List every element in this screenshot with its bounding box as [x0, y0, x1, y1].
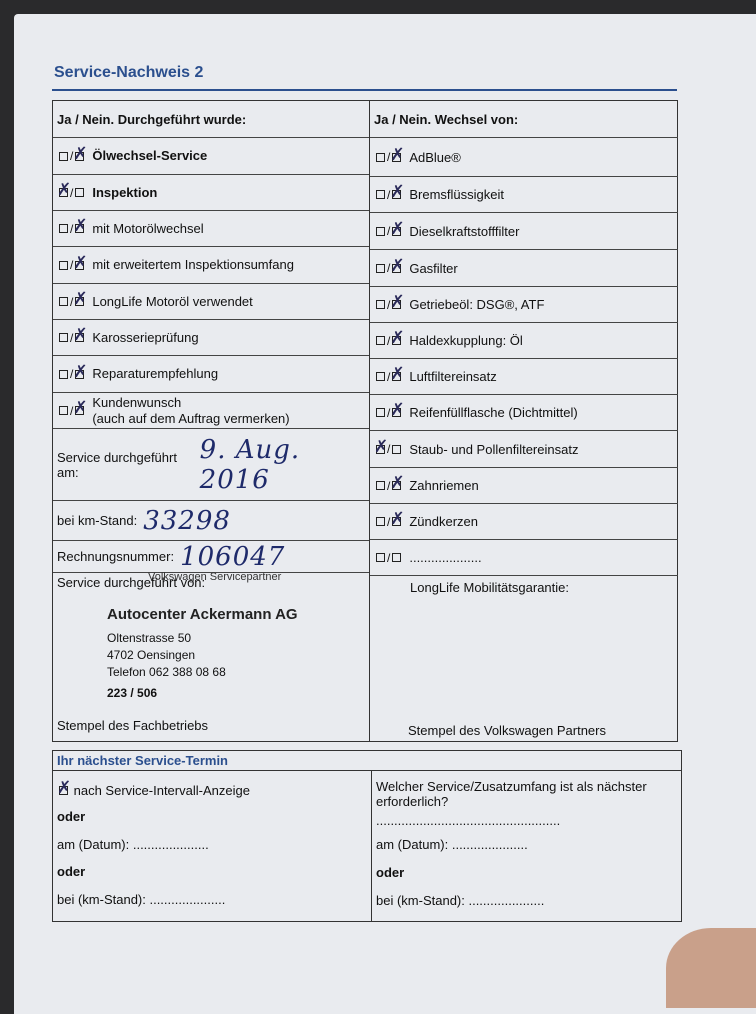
yes-checkbox[interactable]	[376, 153, 385, 162]
yes-no-checkboxes: / ✗	[374, 515, 403, 529]
yes-no-checkboxes: ✗ /	[57, 186, 86, 200]
yes-no-checkboxes: / ✗	[57, 331, 86, 345]
yes-checkbox[interactable]	[59, 152, 68, 161]
km-field-right[interactable]: bei (km-Stand): .....................	[376, 893, 545, 908]
yes-checkbox[interactable]	[59, 261, 68, 270]
yes-checkbox[interactable]	[59, 297, 68, 306]
page-title: Service-Nachweis 2	[54, 64, 204, 81]
yes-checkbox[interactable]	[59, 333, 68, 342]
stamp-name: Autocenter Ackermann AG	[107, 606, 298, 623]
item-label: Zündkerzen	[409, 514, 478, 529]
item-label: Ölwechsel-Service	[92, 148, 208, 164]
column-divider	[371, 771, 372, 921]
item-label: Bremsflüssigkeit	[409, 187, 504, 202]
right-item-row	[370, 177, 678, 213]
date-label: Service durchgeführt am:	[57, 449, 177, 480]
no-checkbox[interactable]	[392, 336, 401, 345]
no-checkbox[interactable]	[75, 333, 84, 342]
yes-checkbox[interactable]	[376, 408, 385, 417]
yes-no-checkboxes: / ✗	[57, 258, 86, 272]
left-item-row	[53, 138, 369, 175]
left-item-row	[53, 175, 369, 211]
right-item-row	[370, 138, 678, 177]
interval-checkbox[interactable]	[59, 786, 68, 795]
no-checkbox[interactable]	[392, 445, 401, 454]
no-checkbox[interactable]	[75, 224, 84, 233]
yes-checkbox[interactable]	[376, 481, 385, 490]
stamp-street: Oltenstrasse 50	[107, 631, 192, 645]
yes-no-checkboxes: ✗ /	[374, 442, 403, 456]
next-service-question: Welcher Service/Zusatzumfang ist als nächster erforderlich?	[376, 779, 647, 809]
item-label: mit Motorölwechsel	[92, 220, 204, 236]
invoice-row	[53, 541, 369, 573]
item-label: ....................	[409, 550, 482, 565]
yes-checkbox[interactable]	[376, 264, 385, 273]
right-item-row	[370, 287, 678, 323]
no-checkbox[interactable]	[75, 188, 84, 197]
yes-no-checkboxes: / ✗	[57, 295, 86, 309]
yes-checkbox[interactable]	[376, 190, 385, 199]
next-service-header: Ihr nächster Service-Termin	[53, 751, 681, 771]
km-value[interactable]: 33298	[143, 505, 231, 536]
item-label: Staub- und Pollenfiltereinsatz	[409, 441, 579, 457]
stamp-code: 223 / 506	[107, 686, 158, 700]
yes-checkbox[interactable]	[59, 188, 68, 197]
interval-label: nach Service-Intervall-Anzeige	[73, 783, 250, 798]
no-checkbox[interactable]	[75, 152, 84, 161]
yes-checkbox[interactable]	[376, 336, 385, 345]
item-label: Dieselkraftstofffilter	[409, 223, 520, 239]
no-checkbox[interactable]	[392, 517, 401, 526]
stamp-header: Volkswagen Servicepartner	[148, 571, 282, 583]
item-label: mit erweitertem Inspektionsumfang	[92, 257, 294, 273]
no-checkbox[interactable]	[392, 264, 401, 273]
item-label: Haldexkupplung: Öl	[409, 333, 523, 348]
right-item-row	[370, 431, 678, 468]
left-item-row	[53, 393, 369, 429]
thumb	[666, 928, 756, 1008]
left-item-row	[53, 356, 369, 393]
left-item-row	[53, 284, 369, 320]
service-by-label: Service durchgeführt von:	[57, 575, 206, 590]
no-checkbox[interactable]	[75, 261, 84, 270]
yes-no-checkboxes: / ✗	[374, 188, 403, 202]
item-label: LongLife Motoröl verwendet	[92, 293, 253, 309]
item-label: Karosserieprüfung	[92, 329, 199, 345]
no-checkbox[interactable]	[392, 553, 401, 562]
right-item-row	[370, 468, 678, 504]
km-row	[53, 501, 369, 541]
stamp-label: Stempel des Fachbetriebs	[57, 718, 209, 733]
invoice-value[interactable]: 106047	[180, 541, 286, 572]
yes-no-checkboxes: / ✗	[374, 224, 403, 238]
left-header: Ja / Nein. Durchgeführt wurde:	[53, 101, 369, 138]
or-label: oder	[57, 809, 86, 824]
no-checkbox[interactable]	[75, 370, 84, 379]
item-label: Reifenfüllflasche (Dichtmittel)	[409, 405, 578, 420]
item-label: Kundenwunsch (auch auf dem Auftrag vermerken)	[92, 394, 290, 426]
yes-no-checkboxes: / ✗	[374, 479, 403, 493]
right-item-row	[370, 323, 678, 359]
yes-checkbox[interactable]	[376, 227, 385, 236]
yes-no-checkboxes: / ✗	[374, 298, 403, 312]
item-label: AdBlue®	[409, 149, 461, 165]
next-service-table	[52, 750, 682, 922]
left-item-row	[53, 211, 369, 247]
yes-no-checkboxes: / ✗	[374, 150, 403, 164]
no-checkbox[interactable]	[392, 190, 401, 199]
stamp-phone: Telefon 062 388 08 68	[107, 665, 226, 679]
no-checkbox[interactable]	[392, 153, 401, 162]
right-header: Ja / Nein. Wechsel von:	[370, 101, 678, 138]
service-date-row	[53, 429, 369, 501]
yes-no-checkboxes: / ✗	[57, 149, 86, 163]
yes-checkbox[interactable]	[376, 517, 385, 526]
km-field[interactable]: bei (km-Stand): .....................	[57, 892, 226, 907]
right-item-row	[370, 250, 678, 287]
no-checkbox[interactable]	[392, 300, 401, 309]
yes-checkbox[interactable]	[59, 370, 68, 379]
yes-no-checkboxes: / ✗	[57, 404, 86, 418]
no-checkbox[interactable]	[392, 227, 401, 236]
item-label: Luftfiltereinsatz	[409, 369, 497, 384]
right-item-row	[370, 540, 678, 576]
left-item-row	[53, 247, 369, 284]
right-item-row	[370, 395, 678, 431]
yes-no-checkboxes: / ✗	[374, 370, 403, 384]
no-checkbox[interactable]	[75, 406, 84, 415]
yes-checkbox[interactable]	[376, 553, 385, 562]
or-label: oder	[376, 865, 405, 880]
date-field[interactable]: am (Datum): .....................	[57, 837, 209, 852]
no-checkbox[interactable]	[392, 372, 401, 381]
no-checkbox[interactable]	[75, 297, 84, 306]
yes-checkbox[interactable]	[376, 445, 385, 454]
date-field-right[interactable]: am (Datum): .....................	[376, 837, 528, 852]
next-service-dots[interactable]: ...................................................	[376, 813, 561, 828]
yes-no-checkboxes: / ✗	[57, 367, 86, 381]
no-checkbox[interactable]	[392, 481, 401, 490]
yes-checkbox[interactable]	[376, 300, 385, 309]
or-label: oder	[57, 864, 86, 879]
stamp-city: 4702 Oensingen	[107, 648, 196, 662]
item-label: Inspektion	[92, 184, 158, 200]
service-table	[52, 100, 678, 742]
no-checkbox[interactable]	[392, 408, 401, 417]
date-value[interactable]: 9. Aug. 2016	[199, 434, 301, 495]
yes-checkbox[interactable]	[59, 224, 68, 233]
right-item-row	[370, 359, 678, 395]
yes-checkbox[interactable]	[376, 372, 385, 381]
item-label: Getriebeöl: DSG®, ATF	[409, 297, 545, 312]
yes-no-checkboxes: / ✗	[374, 261, 403, 275]
right-item-row	[370, 213, 678, 250]
item-label: Gasfilter	[409, 260, 458, 276]
title-rule	[52, 89, 677, 91]
partner-stamp-label: Stempel des Volkswagen Partners	[408, 723, 606, 738]
yes-no-checkboxes: /	[374, 551, 403, 565]
item-label: Reparaturempfehlung	[92, 366, 219, 382]
invoice-label: Rechnungsnummer:	[57, 549, 175, 564]
km-label: bei km-Stand:	[57, 513, 138, 528]
right-item-row	[370, 504, 678, 540]
left-item-row	[53, 320, 369, 356]
yes-checkbox[interactable]	[59, 406, 68, 415]
yes-no-checkboxes: / ✗	[374, 334, 403, 348]
yes-no-checkboxes: / ✗	[57, 222, 86, 236]
item-label: Zahnriemen	[409, 478, 479, 493]
yes-no-checkboxes: / ✗	[374, 406, 403, 420]
guarantee-label: LongLife Mobilitätsgarantie:	[410, 580, 569, 595]
